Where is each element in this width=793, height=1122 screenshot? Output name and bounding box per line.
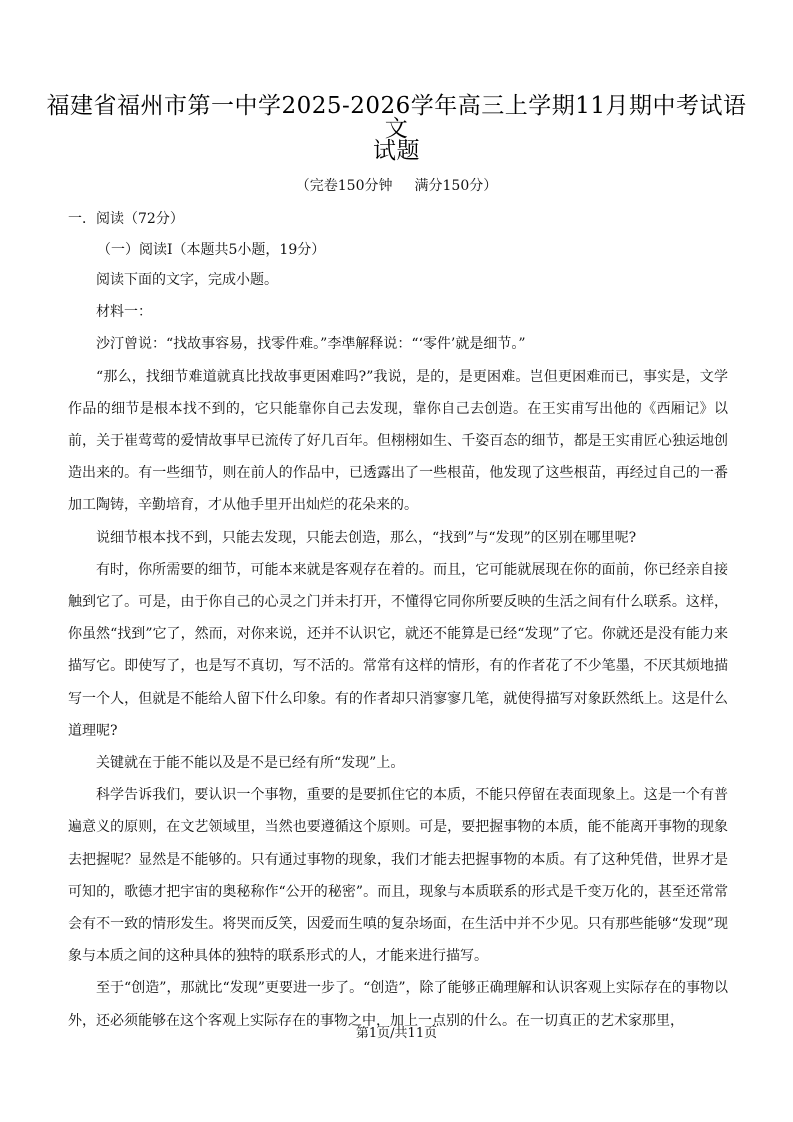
document-title-line-2: 试题 xyxy=(373,138,420,164)
page-number-footer: 第1页/共11页 xyxy=(355,1026,438,1041)
exam-duration-and-score xyxy=(40,179,753,193)
body-paragraph: 说细节根本找不到，只能去发现，只能去创造，那么，“找到”与“发现”的区别在哪里呢? xyxy=(96,529,637,546)
exam-duration: （完卷150分钟 xyxy=(295,178,393,194)
document-title-line-1: 福建省福州市第一中学2025-2026学年高三上学期11月期中考试语文 xyxy=(46,93,747,142)
material-label: 材料一： xyxy=(96,304,152,321)
body-paragraph: 至于“创造”，那就比“发现”更要进一步了。“创造”，除了能够正确理解和认识客观上实际存在的事物以外，还必须能够在这个客观上实际存在的事物之中，加上一点别的什么。在一切真正的艺术家那里， xyxy=(68,980,728,1029)
subsection-heading: （一）阅读Ⅰ（本题共5小题，19分） xyxy=(97,242,326,258)
body-paragraph: 有时，你所需要的细节，可能本来就是客观存在着的。而且，它可能就展现在你的面前，你已经亲自接触到它了。可是，由于你自己的心灵之门并未打开，不懂得它同你所要反映的生活之间有什么联系。这样，你虽然“找到”它了，然而，对你来说，还并不认识它，就还不能算是已经“发现”了它。你就还是没有能力来描写它。即使写了，也是写不真切，写不活的。常常有这样的情形，有的作者花了不少笔墨，不厌其烦地描写一个人，但就是不能给人留下什么印象。有的作者却只消寥寥几笔，就使得描写对象跃然纸上。这是什么道理呢? xyxy=(68,561,728,739)
body-paragraph: “那么，找细节难道就真比找故事更困难吗?”我说，是的，是更困难。岂但更困难而已，事实是，文学作品的细节是根本找不到的，它只能靠你自己去发现，靠你自己去创造。在王实甫写出他的《西厢记》以前，关于崔莺莺的爱情故事早已流传了好几百年。但栩栩如生、千姿百态的细节，都是王实甫匠心独运地创造出来的。有一些细节，则在前人的作品中，已透露出了一些根苗，他发现了这些根苗，再经过自己的一番加工陶铸，辛勤培育，才从他手里开出灿烂的花朵来的。 xyxy=(68,368,728,514)
body-paragraph: 沙汀曾说：“找故事容易，找零件难。”李凖解释说：“‘零件’就是细节。” xyxy=(96,336,526,353)
body-paragraph: 科学告诉我们，要认识一个事物，重要的是要抓住它的本质，不能只停留在表面现象上。这是一个有普遍意义的原则，在文艺领域里，当然也要遵循这个原则。可是，要把握事物的本质，能不能离开事物的现象去把握呢？显然是不能够的。只有通过事物的现象，我们才能去把握事物的本质。有了这种凭借，世界才是可知的，歌德才把宇宙的奥秘称作“公开的秘密”。而且，现象与本质联系的形式是千变万化的，甚至还常常会有不一致的情形发生。将哭而反笑，因爱而生嗔的复杂场面，在生活中并不少见。只有那些能够“发现”现象与本质之间的这种具体的独特的联系形式的人，才能来进行描写。 xyxy=(68,787,728,965)
instruction-paragraph: 阅读下面的文字，完成小题。 xyxy=(96,272,278,288)
exam-full-score: 满分150分） xyxy=(414,178,498,194)
section-heading: 一．阅读（72分） xyxy=(68,211,184,227)
body-paragraph: 关键就在于能不能以及是不是已经有所“发现”上。 xyxy=(96,755,405,772)
reading-material xyxy=(68,264,728,1037)
